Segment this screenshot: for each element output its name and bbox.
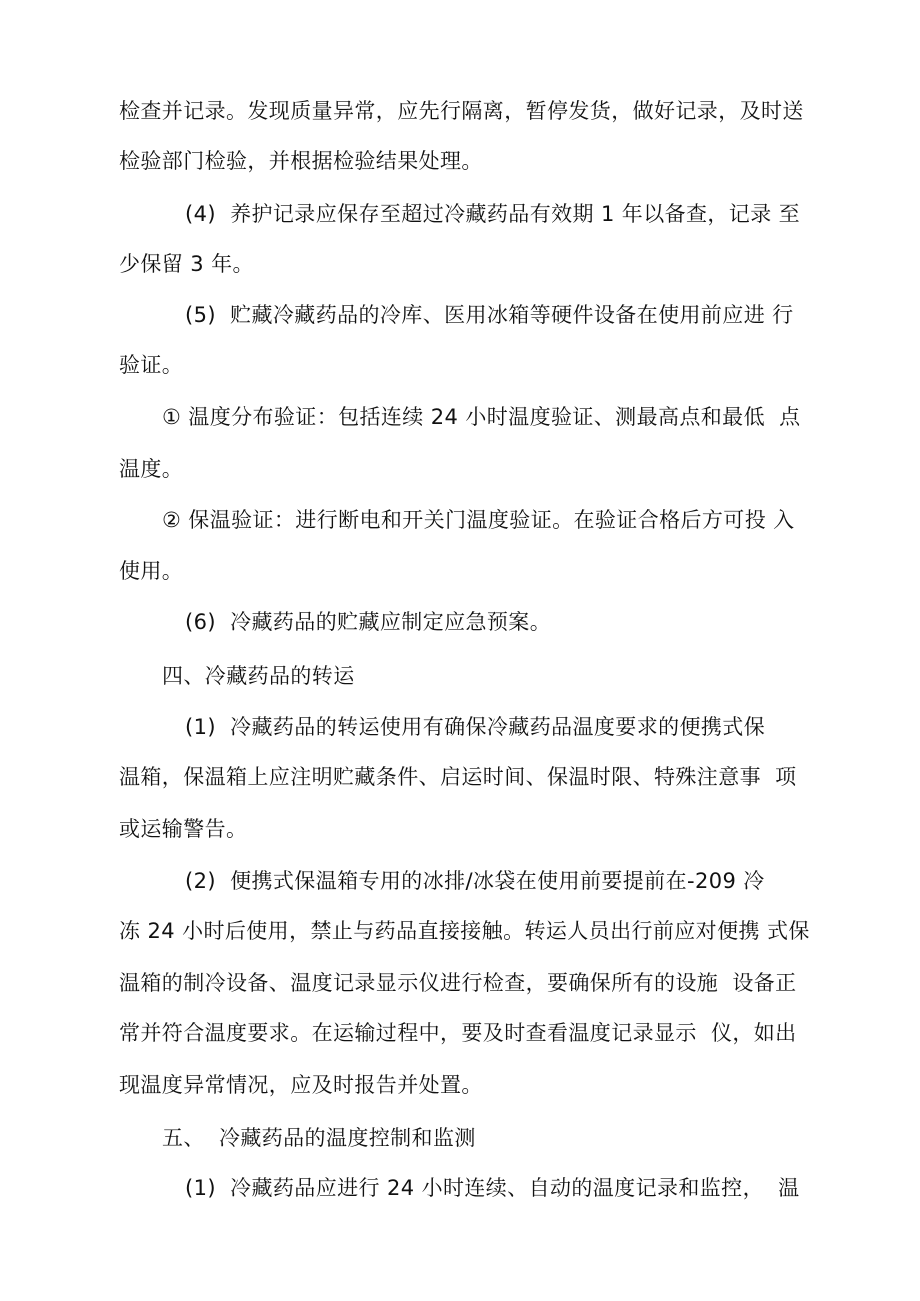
- text-line: 温箱的制冷设备、温度记录显示仪进行检查，要确保所有的设施 设备正: [119, 971, 797, 995]
- text-line: ① 温度分布验证：包括连续 24 小时温度验证、测最高点和最低 点: [162, 405, 801, 429]
- text-line: 少保留 3 年。: [119, 252, 254, 276]
- text-line: 检验部门检验，并根据检验结果处理。: [119, 149, 483, 173]
- text-line: (2) 便携式保温箱专用的冰排/冰袋在使用前要提前在-209 冷: [185, 869, 765, 893]
- text-line: (5) 贮藏冷藏药品的冷库、医用冰箱等硬件设备在使用前应进 行: [185, 303, 794, 327]
- text-line: 使用。: [119, 559, 184, 583]
- text-line: 验证。: [119, 353, 184, 377]
- text-line: 温箱，保温箱上应注明贮藏条件、启运时间、保温时限、特殊注意事 项: [119, 765, 797, 789]
- text-line: (4) 养护记录应保存至超过冷藏药品有效期 1 年以备查，记录 至: [185, 202, 801, 226]
- text-line: (1) 冷藏药品应进行 24 小时连续、自动的温度记录和监控， 温: [185, 1176, 800, 1200]
- text-line: (1) 冷藏药品的转运使用有确保冷藏药品温度要求的便携式保: [185, 715, 766, 739]
- text-line: 现温度异常情况，应及时报告并处置。: [119, 1073, 483, 1097]
- text-line: 温度。: [119, 457, 184, 481]
- text-line: ② 保温验证：进行断电和开关门温度验证。在验证合格后方可投 入: [162, 508, 795, 532]
- text-line: 检查并记录。发现质量异常，应先行隔离，暂停发货，做好记录，及时送: [119, 99, 804, 123]
- text-line: 常并符合温度要求。在运输过程中，要及时查看温度记录显示 仪，如出: [119, 1021, 797, 1045]
- text-line: 冻 24 小时后使用，禁止与药品直接接触。转运人员出行前应对便携 式保: [119, 919, 810, 943]
- text-line: 或运输警告。: [119, 817, 248, 841]
- section-heading: 四、冷藏药品的转运: [162, 664, 355, 688]
- section-heading: 五、 冷藏药品的温度控制和监测: [162, 1126, 476, 1150]
- text-line: (6) 冷藏药品的贮藏应制定应急预案。: [185, 610, 552, 634]
